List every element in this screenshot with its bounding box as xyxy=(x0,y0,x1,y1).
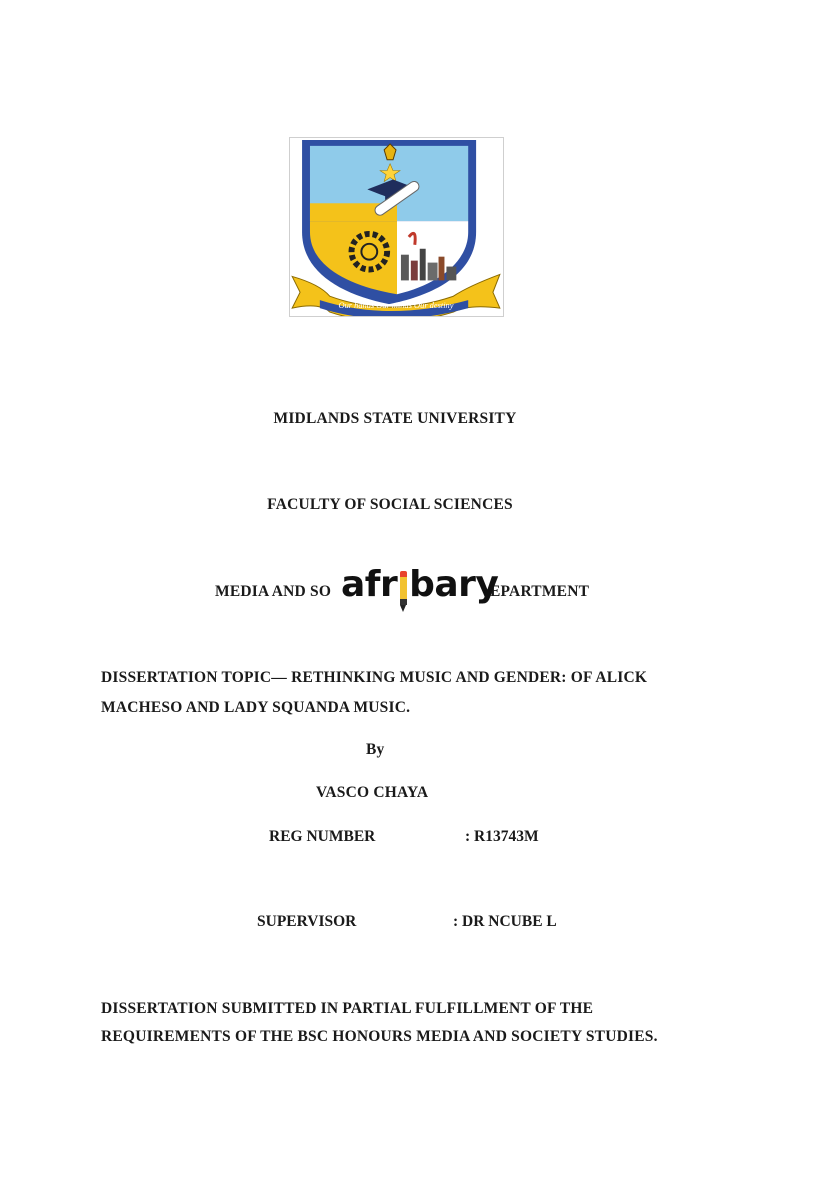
university-name: MIDLANDS STATE UNIVERSITY xyxy=(273,410,517,427)
pencil-icon xyxy=(400,571,407,605)
watermark-part-b: bary xyxy=(409,564,499,605)
submission-line-2: REQUIREMENTS OF THE BSC HONOURS MEDIA AND SOCIETY STUDIES. xyxy=(101,1028,658,1045)
afribary-watermark xyxy=(341,564,499,605)
faculty-name: FACULTY OF SOCIAL SCIENCES xyxy=(267,496,513,513)
crest-shield-icon xyxy=(290,138,503,316)
supervisor-label: SUPERVISOR xyxy=(257,913,357,930)
reg-number-value: : R13743M xyxy=(465,828,539,845)
supervisor-value: : DR NCUBE L xyxy=(453,913,557,930)
watermark-part-a: afr xyxy=(341,564,398,605)
author-name: VASCO CHAYA xyxy=(316,784,429,801)
university-crest xyxy=(289,137,504,317)
topic-line-2: MACHESO AND LADY SQUANDA MUSIC. xyxy=(101,699,411,716)
department-line-start: MEDIA AND SO xyxy=(215,583,332,600)
by-label: By xyxy=(366,741,385,758)
crest-motto: Our hands Our minds Our destiny xyxy=(338,301,454,311)
watermark-pencil-i xyxy=(397,567,409,603)
topic-line-1: DISSERTATION TOPIC— RETHINKING MUSIC AND GENDER: OF ALICK xyxy=(101,669,648,686)
department-line-end: EPARTMENT xyxy=(490,583,590,600)
reg-number-label: REG NUMBER xyxy=(269,828,376,845)
submission-line-1: DISSERTATION SUBMITTED IN PARTIAL FULFILLMENT OF THE xyxy=(101,1000,594,1017)
